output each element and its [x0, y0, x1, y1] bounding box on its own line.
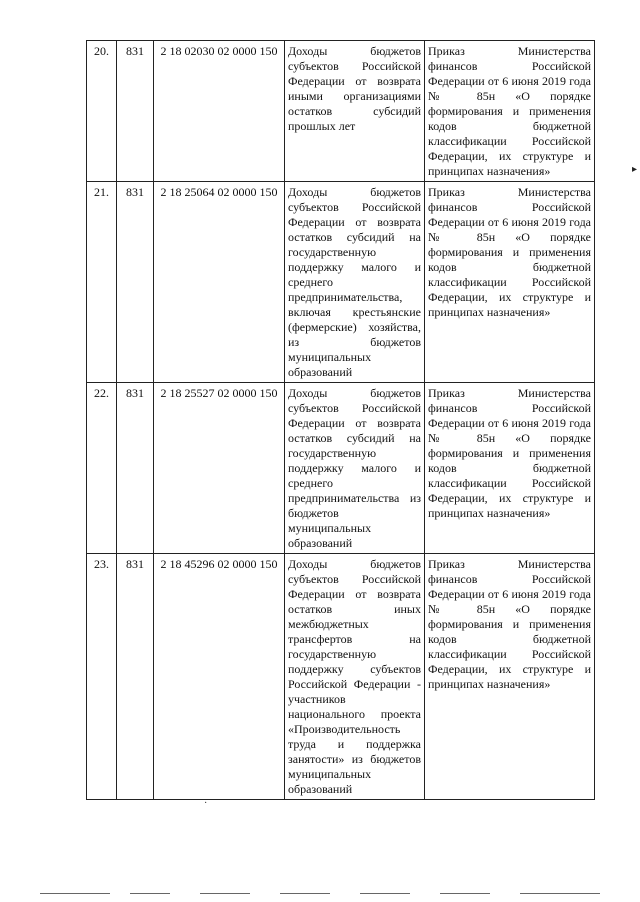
- scan-artifact-line: [520, 893, 600, 894]
- budget-code-cell: 2 18 02030 02 0000 150: [154, 41, 285, 182]
- admin-code-cell: 831: [117, 383, 154, 554]
- row-number: 23.: [87, 554, 117, 800]
- row-number: 21.: [87, 182, 117, 383]
- admin-code-cell: 831: [117, 41, 154, 182]
- admin-code-cell: 831: [117, 554, 154, 800]
- legal-basis-cell: Приказ Министерства финансов Российской Федерации от 6 июня 2019 года № 85н «О порядке формирования и применения кодов бюджетной классификации Российской Федерации, их структуре и принципах назначения»: [425, 41, 595, 182]
- scan-artifact-line: [360, 893, 410, 894]
- admin-code-cell: 831: [117, 182, 154, 383]
- budget-code-cell: 2 18 25527 02 0000 150: [154, 383, 285, 554]
- table-body: [87, 41, 595, 800]
- income-name-cell: Доходы бюджетов субъектов Российской Федерации от возврата иными организациями остатков субсидий прошлых лет: [285, 41, 425, 182]
- legal-basis-cell: Приказ Министерства финансов Российской Федерации от 6 июня 2019 года № 85н «О порядке формирования и применения кодов бюджетной классификации Российской Федерации, их структуре и принципах назначения»: [425, 182, 595, 383]
- legal-basis-cell: Приказ Министерства финансов Российской Федерации от 6 июня 2019 года № 85н «О порядке формирования и применения кодов бюджетной классификации Российской Федерации, их структуре и принципах назначения»: [425, 383, 595, 554]
- legal-basis-cell: Приказ Министерства финансов Российской Федерации от 6 июня 2019 года № 85н «О порядке формирования и применения кодов бюджетной классификации Российской Федерации, их структуре и принципах назначения»: [425, 554, 595, 800]
- table-row: [87, 554, 595, 800]
- budget-code-cell: 2 18 25064 02 0000 150: [154, 182, 285, 383]
- scan-artifact-line: [40, 893, 110, 894]
- margin-mark: ▸: [632, 164, 638, 175]
- scan-artifact-line: [200, 893, 250, 894]
- row-number: 22.: [87, 383, 117, 554]
- stray-mark: ·: [204, 798, 208, 809]
- budget-codes-table: [86, 40, 595, 800]
- table-row: [87, 41, 595, 182]
- table-row: [87, 383, 595, 554]
- scan-artifact-line: [130, 893, 170, 894]
- income-name-cell: Доходы бюджетов субъектов Российской Федерации от возврата остатков иных межбюджетных трансфертов на государственную поддержку субъектов Российской Федерации - участников национального проекта «Производительность труда и поддержка занятости» из бюджетов муниципальных образований: [285, 554, 425, 800]
- table-row: [87, 182, 595, 383]
- scan-artifact-line: [280, 893, 330, 894]
- income-name-cell: Доходы бюджетов субъектов Российской Федерации от возврата остатков субсидий на государственную поддержку малого и среднего предпринимательства, включая крестьянские (фермерские) хозяйства, из бюджетов муниципальных образований: [285, 182, 425, 383]
- income-name-cell: Доходы бюджетов субъектов Российской Федерации от возврата остатков субсидий на государственную поддержку малого и среднего предпринимательства из бюджетов муниципальных образований: [285, 383, 425, 554]
- row-number: 20.: [87, 41, 117, 182]
- budget-code-cell: 2 18 45296 02 0000 150: [154, 554, 285, 800]
- scan-artifact-line: [440, 893, 490, 894]
